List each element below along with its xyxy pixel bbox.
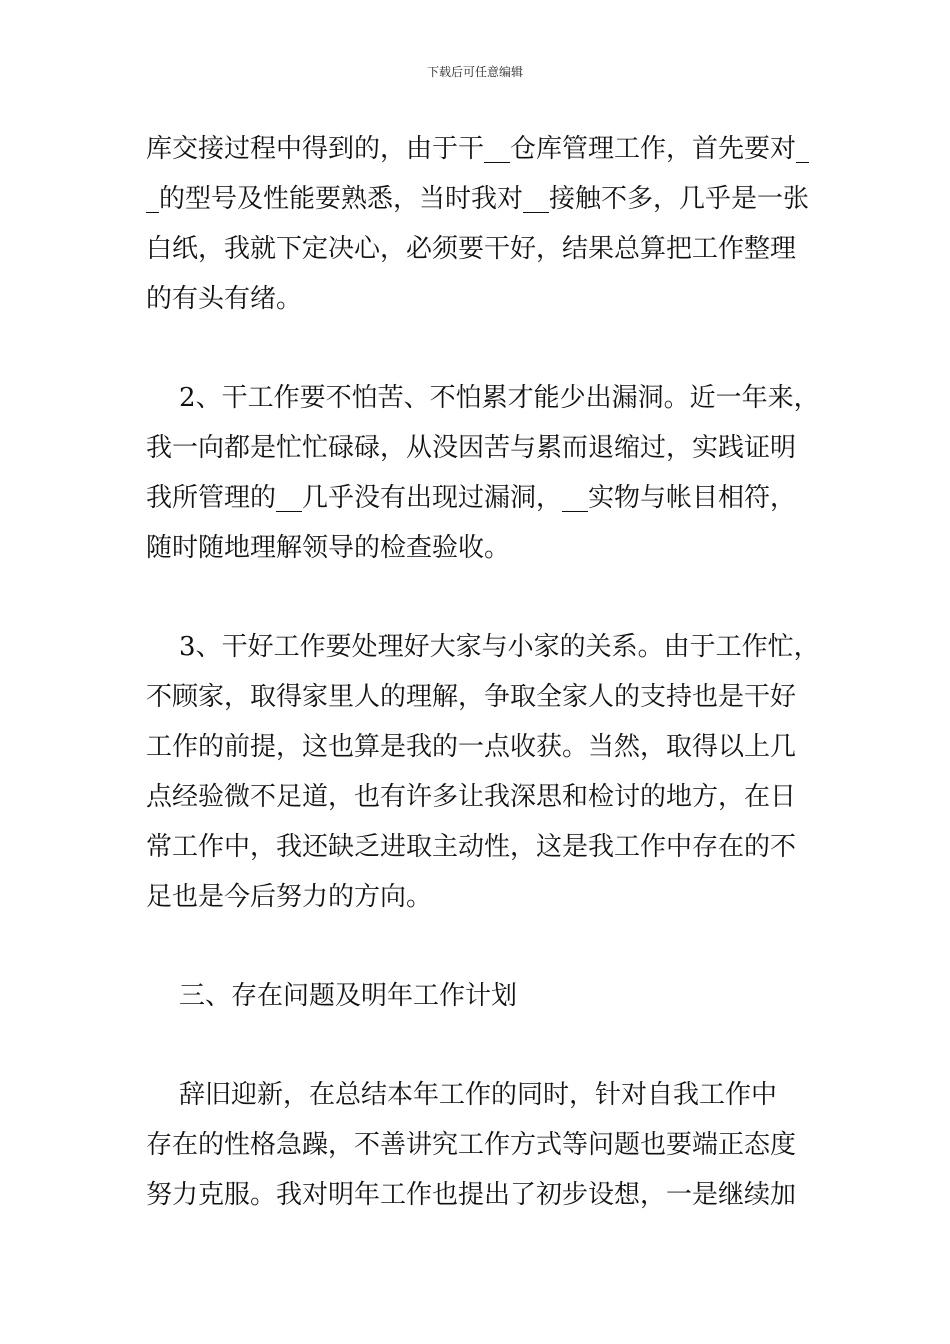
text-line: _的型号及性能要熟悉，当时我对__接触不多，几乎是一张 <box>146 184 810 214</box>
text-line: 努力克服。我对明年工作也提出了初步设想，一是继续加 <box>146 1180 797 1210</box>
text-line: 随时随地理解领导的检查验收。 <box>146 533 511 563</box>
text-line: 我所管理的__几乎没有出现过漏洞，__实物与帐目相符， <box>146 483 797 513</box>
page-header: 下载后可任意编辑 <box>426 65 523 79</box>
text-line: 常工作中，我还缺乏进取主动性，这是我工作中存在的不 <box>146 832 797 862</box>
section-heading: 三、存在问题及明年工作计划 <box>146 981 518 1011</box>
text-line: 我一向都是忙忙碌碌，从没因苦与累而退缩过，实践证明 <box>146 433 797 463</box>
text-line: 存在的性格急躁，不善讲究工作方式等问题也要端正态度 <box>146 1130 797 1160</box>
text-line: 不顾家，取得家里人的理解，争取全家人的支持也是干好 <box>146 682 797 712</box>
text-line: 3、干好工作要处理好大家与小家的关系。由于工作忙， <box>146 632 820 662</box>
text-line: 足也是今后努力的方向。 <box>146 882 433 912</box>
text-line: 工作的前提，这也算是我的一点收获。当然，取得以上几 <box>146 732 797 762</box>
text-line: 点经验微不足道，也有许多让我深思和检讨的地方，在日 <box>146 782 797 812</box>
text-line: 2、干工作要不怕苦、不怕累才能少出漏洞。近一年来， <box>146 383 820 413</box>
text-line: 的有头有绪。 <box>146 284 303 314</box>
text-line: 白纸，我就下定决心，必须要干好，结果总算把工作整理 <box>146 234 797 264</box>
text-line: 库交接过程中得到的，由于干__仓库管理工作，首先要对_ <box>146 134 810 164</box>
text-line: 辞旧迎新，在总结本年工作的同时，针对自我工作中 <box>146 1080 778 1110</box>
